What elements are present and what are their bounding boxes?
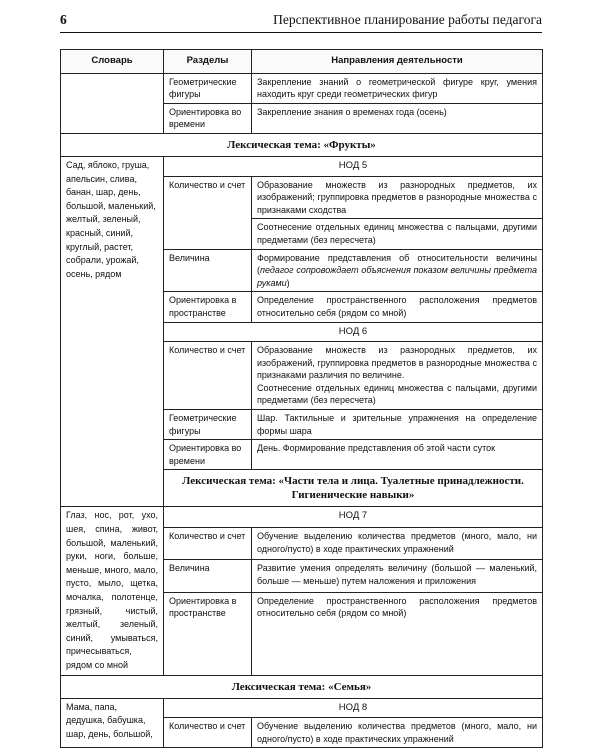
theme-line: Гигиенические навыки»: [291, 489, 415, 502]
nod-title: НОД 5: [164, 156, 543, 176]
activity-cell: Закрепление знания о временах года (осень): [252, 103, 543, 133]
section-cell: Геометрические фигуры: [164, 73, 252, 103]
theme-line: Лексическая тема: «Части тела и лица. Туалетные принадлежности.: [182, 475, 524, 488]
lexical-theme-family: Лексическая тема: «Семья»: [61, 675, 543, 698]
activity-cell: Обучение выделению количества предметов (много, мало, ни одного/пусто) в ходе практических упражнений: [252, 718, 543, 748]
section-cell: Ориентировка во времени: [164, 440, 252, 470]
table-header-row: [61, 50, 543, 74]
column-header-vocabulary: Словарь: [61, 50, 164, 74]
section-cell: Ориентировка в пространстве: [164, 292, 252, 322]
section-cell: Количество и счет: [164, 528, 252, 560]
vocabulary-body: Глаз, нос, рот, ухо, шея, спина, живот, большой, маленький, руки, ноги, больше, меньше, много, мало, пусто, мыло, щетка, мочалка, полотенце, грязный, чистый, желтый, зеленый, синий, умываться, причесываться, рядом со мной: [61, 507, 164, 675]
vocabulary-family: Мама, папа, дедушка, бабушка, шар, день, большой,: [61, 698, 164, 748]
nod-row: [61, 156, 543, 176]
activity-cell: Закрепление знаний о геометрической фигуре круг, умения находить круг среди геометрических фигур: [252, 73, 543, 103]
column-header-activities: Направления деятельности: [252, 50, 543, 74]
activity-text: Формирование представления об относительности величины (: [257, 252, 537, 276]
theme-row: [61, 133, 543, 156]
planning-table: [60, 49, 543, 748]
vocabulary-cell-empty: [61, 73, 164, 133]
activity-cell: [252, 249, 543, 292]
activity-cell: Шар. Тактильные и зрительные упражнения на определение формы шара: [252, 410, 543, 440]
activity-cell: Определение пространственного расположения предметов относительно себя (рядом со мной): [252, 592, 543, 675]
nod-title: НОД 6: [164, 322, 543, 342]
section-cell: Ориентировка во времени: [164, 103, 252, 133]
lexical-theme-fruits: Лексическая тема: «Фрукты»: [61, 133, 543, 156]
section-cell: Геометрические фигуры: [164, 410, 252, 440]
theme-row: [61, 675, 543, 698]
activity-italic-text: педагог сопровождает объяснения показом величины предмета руками: [257, 265, 537, 288]
section-cell: Количество и счет: [164, 342, 252, 410]
activity-cell: Развитие умения определять величину (большой — маленький, больше — меньше) путем наложения и приложения: [252, 560, 543, 592]
activity-text: ): [286, 277, 290, 288]
nod-title: НОД 7: [164, 507, 543, 528]
nod-row: [61, 507, 543, 528]
nod-row: [61, 698, 543, 718]
nod-title: НОД 8: [164, 698, 543, 718]
activity-cell: День. Формирование представления об этой части суток: [252, 440, 543, 470]
section-cell: Количество и счет: [164, 718, 252, 748]
activity-cell: [252, 342, 543, 410]
page-number: 6: [60, 12, 67, 27]
table-row: [61, 73, 543, 103]
section-cell: Величина: [164, 249, 252, 292]
activity-cell: Образование множеств из разнородных предметов, их изображений; группировка предметов в разнородные множества с признаками сходства: [252, 176, 543, 219]
lexical-theme-body: [164, 470, 543, 507]
activity-cell: Соотнесение отдельных единиц множества с пальцами, другими предметами (без пересчета): [252, 219, 543, 249]
activity-cell: Обучение выделению количества предметов (много, мало, ни одного/пусто) в ходе практических упражнений: [252, 528, 543, 560]
section-cell: Количество и счет: [164, 176, 252, 249]
vocabulary-fruits: Сад, яблоко, груша, апельсин, слива, банан, шар, день, большой, маленький, желтый, зеленый, красный, синий, круглый, растет, собрали, урожай, осень, рядом: [61, 156, 164, 506]
section-cell: Величина: [164, 560, 252, 592]
column-header-sections: Разделы: [164, 50, 252, 74]
activity-text: Соотнесение отдельных единиц множества с пальцами, другими предметами (без пересчета): [257, 382, 537, 406]
running-head: [60, 8, 542, 33]
activity-text: Образование множеств из разнородных предметов, их изображений, группировка предметов в разнородные множества с признаками различия по величине.: [257, 345, 537, 381]
running-title: Перспективное планирование работы педагога: [273, 12, 542, 27]
section-cell: Ориентировка в пространстве: [164, 592, 252, 675]
activity-cell: Определение пространственного расположения предметов относительно себя (рядом со мной): [252, 292, 543, 322]
